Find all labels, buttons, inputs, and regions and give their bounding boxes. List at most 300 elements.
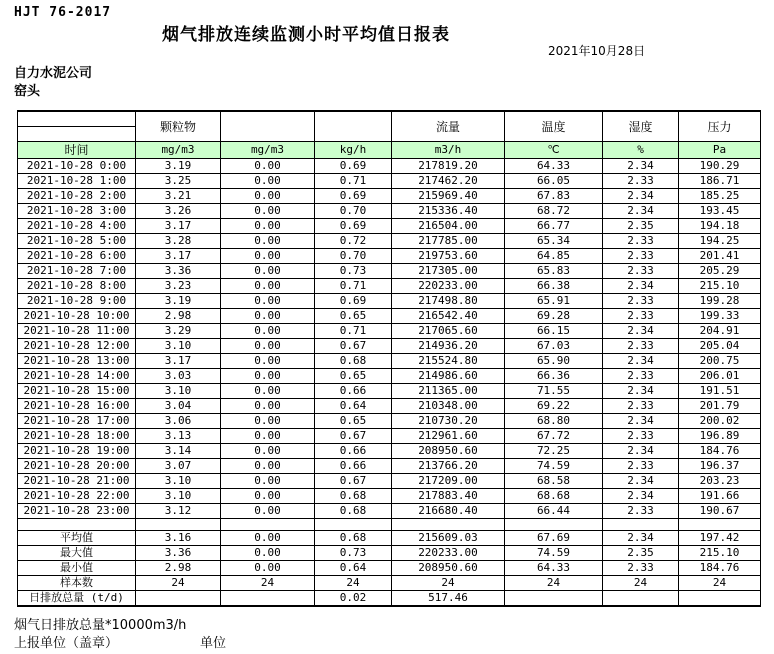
report-date: 2021年10月28日 bbox=[548, 44, 646, 58]
col-header-humidity: 湿度 bbox=[603, 111, 679, 142]
value-cell: 64.85 bbox=[505, 249, 603, 264]
unit-celsius: ℃ bbox=[505, 142, 603, 159]
value-cell: 0.00 bbox=[221, 339, 315, 354]
value-cell: 216542.40 bbox=[392, 309, 505, 324]
summary-body bbox=[18, 531, 761, 607]
value-cell: 0.00 bbox=[221, 444, 315, 459]
value-cell: 0.00 bbox=[221, 354, 315, 369]
value-cell: 3.04 bbox=[136, 399, 221, 414]
value-cell: 0.66 bbox=[315, 444, 392, 459]
time-cell: 2021-10-28 5:00 bbox=[18, 234, 136, 249]
value-cell: 2.34 bbox=[603, 489, 679, 504]
value-cell: 193.45 bbox=[679, 204, 761, 219]
value-cell: 0.66 bbox=[315, 459, 392, 474]
value-cell: 0.00 bbox=[221, 249, 315, 264]
value-cell: 3.10 bbox=[136, 384, 221, 399]
value-cell: 69.22 bbox=[505, 399, 603, 414]
spacer-cell bbox=[679, 519, 761, 531]
value-cell: 0.02 bbox=[315, 591, 392, 607]
spacer-cell bbox=[315, 519, 392, 531]
value-cell: 217305.00 bbox=[392, 264, 505, 279]
value-cell: 3.06 bbox=[136, 414, 221, 429]
summary-row bbox=[18, 531, 761, 546]
table-row bbox=[18, 264, 761, 279]
value-cell: 3.17 bbox=[136, 249, 221, 264]
value-cell: 199.28 bbox=[679, 294, 761, 309]
value-cell: 3.25 bbox=[136, 174, 221, 189]
value-cell: 0.67 bbox=[315, 339, 392, 354]
value-cell: 208950.60 bbox=[392, 561, 505, 576]
value-cell: 24 bbox=[221, 576, 315, 591]
units-row bbox=[18, 142, 761, 159]
value-cell: 68.80 bbox=[505, 414, 603, 429]
value-cell: 220233.00 bbox=[392, 279, 505, 294]
value-cell: 0.00 bbox=[221, 546, 315, 561]
value-cell: 194.18 bbox=[679, 219, 761, 234]
value-cell: 3.16 bbox=[136, 531, 221, 546]
col-header-blank-1 bbox=[221, 111, 315, 142]
value-cell: 0.68 bbox=[315, 489, 392, 504]
value-cell bbox=[679, 591, 761, 607]
value-cell: 64.33 bbox=[505, 561, 603, 576]
report-table bbox=[17, 110, 761, 607]
col-header-particulate: 颗粒物 bbox=[136, 111, 221, 142]
table-row bbox=[18, 444, 761, 459]
value-cell: 66.44 bbox=[505, 504, 603, 519]
value-cell: 194.25 bbox=[679, 234, 761, 249]
value-cell bbox=[505, 591, 603, 607]
col-header-blank-2 bbox=[315, 111, 392, 142]
value-cell: 214936.20 bbox=[392, 339, 505, 354]
table-row bbox=[18, 294, 761, 309]
value-cell: 2.33 bbox=[603, 264, 679, 279]
value-cell: 215969.40 bbox=[392, 189, 505, 204]
value-cell: 0.65 bbox=[315, 309, 392, 324]
value-cell: 67.83 bbox=[505, 189, 603, 204]
value-cell: 0.00 bbox=[221, 234, 315, 249]
spacer-cell bbox=[18, 519, 136, 531]
value-cell: 0.68 bbox=[315, 354, 392, 369]
value-cell: 517.46 bbox=[392, 591, 505, 607]
value-cell: 220233.00 bbox=[392, 546, 505, 561]
value-cell: 0.00 bbox=[221, 384, 315, 399]
value-cell: 186.71 bbox=[679, 174, 761, 189]
value-cell: 0.69 bbox=[315, 294, 392, 309]
value-cell: 215.10 bbox=[679, 279, 761, 294]
time-cell: 2021-10-28 19:00 bbox=[18, 444, 136, 459]
table-row bbox=[18, 489, 761, 504]
value-cell: 2.33 bbox=[603, 294, 679, 309]
value-cell: 0.69 bbox=[315, 189, 392, 204]
value-cell: 2.33 bbox=[603, 174, 679, 189]
value-cell: 208950.60 bbox=[392, 444, 505, 459]
value-cell: 3.17 bbox=[136, 219, 221, 234]
table-row bbox=[18, 399, 761, 414]
value-cell: 217785.00 bbox=[392, 234, 505, 249]
time-cell: 2021-10-28 7:00 bbox=[18, 264, 136, 279]
value-cell: 0.69 bbox=[315, 159, 392, 174]
time-cell: 2021-10-28 23:00 bbox=[18, 504, 136, 519]
unit-label: 单位 bbox=[200, 636, 227, 651]
value-cell: 200.75 bbox=[679, 354, 761, 369]
value-cell: 215524.80 bbox=[392, 354, 505, 369]
value-cell: 0.70 bbox=[315, 249, 392, 264]
value-cell: 0.00 bbox=[221, 159, 315, 174]
value-cell: 214986.60 bbox=[392, 369, 505, 384]
unit-m3-h: m3/h bbox=[392, 142, 505, 159]
time-cell: 2021-10-28 11:00 bbox=[18, 324, 136, 339]
table-row bbox=[18, 429, 761, 444]
value-cell: 0.73 bbox=[315, 264, 392, 279]
value-cell: 2.33 bbox=[603, 369, 679, 384]
value-cell: 67.03 bbox=[505, 339, 603, 354]
value-cell: 2.33 bbox=[603, 429, 679, 444]
value-cell: 0.00 bbox=[221, 174, 315, 189]
value-cell: 217209.00 bbox=[392, 474, 505, 489]
table-row bbox=[18, 474, 761, 489]
value-cell: 2.33 bbox=[603, 309, 679, 324]
flow-total-note: 烟气日排放总量*10000m3/h bbox=[14, 618, 187, 633]
value-cell: 216504.00 bbox=[392, 219, 505, 234]
spacer-row bbox=[18, 519, 761, 531]
value-cell: 3.21 bbox=[136, 189, 221, 204]
value-cell: 2.34 bbox=[603, 531, 679, 546]
value-cell: 72.25 bbox=[505, 444, 603, 459]
value-cell: 0.68 bbox=[315, 504, 392, 519]
time-cell: 2021-10-28 2:00 bbox=[18, 189, 136, 204]
value-cell: 24 bbox=[315, 576, 392, 591]
value-cell: 2.33 bbox=[603, 504, 679, 519]
table-row bbox=[18, 309, 761, 324]
value-cell: 3.36 bbox=[136, 546, 221, 561]
value-cell: 0.00 bbox=[221, 294, 315, 309]
value-cell: 0.00 bbox=[221, 219, 315, 234]
value-cell: 200.02 bbox=[679, 414, 761, 429]
value-cell: 191.66 bbox=[679, 489, 761, 504]
summary-label-cell: 最小值 bbox=[18, 561, 136, 576]
group-header-row bbox=[18, 111, 761, 127]
value-cell: 0.70 bbox=[315, 204, 392, 219]
value-cell: 0.00 bbox=[221, 504, 315, 519]
value-cell: 67.72 bbox=[505, 429, 603, 444]
col-header-flow: 流量 bbox=[392, 111, 505, 142]
station-name: 窑头 bbox=[14, 84, 41, 99]
time-cell: 2021-10-28 3:00 bbox=[18, 204, 136, 219]
value-cell: 3.13 bbox=[136, 429, 221, 444]
reporting-unit-label: 上报单位（盖章） bbox=[14, 636, 119, 651]
summary-label-cell: 最大值 bbox=[18, 546, 136, 561]
value-cell: 2.35 bbox=[603, 219, 679, 234]
value-cell: 24 bbox=[392, 576, 505, 591]
value-cell: 68.58 bbox=[505, 474, 603, 489]
value-cell: 0.00 bbox=[221, 414, 315, 429]
table-row bbox=[18, 249, 761, 264]
value-cell: 0.64 bbox=[315, 399, 392, 414]
value-cell: 210730.20 bbox=[392, 414, 505, 429]
table-row bbox=[18, 459, 761, 474]
value-cell: 2.34 bbox=[603, 279, 679, 294]
value-cell: 3.14 bbox=[136, 444, 221, 459]
value-cell: 3.28 bbox=[136, 234, 221, 249]
value-cell: 216680.40 bbox=[392, 504, 505, 519]
time-cell: 2021-10-28 6:00 bbox=[18, 249, 136, 264]
value-cell: 206.01 bbox=[679, 369, 761, 384]
value-cell: 0.00 bbox=[221, 459, 315, 474]
value-cell: 0.71 bbox=[315, 324, 392, 339]
table-row bbox=[18, 504, 761, 519]
value-cell: 0.00 bbox=[221, 474, 315, 489]
value-cell: 69.28 bbox=[505, 309, 603, 324]
time-cell: 2021-10-28 13:00 bbox=[18, 354, 136, 369]
value-cell: 3.36 bbox=[136, 264, 221, 279]
value-cell: 190.29 bbox=[679, 159, 761, 174]
value-cell: 66.15 bbox=[505, 324, 603, 339]
value-cell: 217883.40 bbox=[392, 489, 505, 504]
header-empty-bottom-cell bbox=[18, 127, 136, 142]
value-cell: 2.34 bbox=[603, 159, 679, 174]
value-cell: 24 bbox=[603, 576, 679, 591]
value-cell: 2.98 bbox=[136, 309, 221, 324]
summary-row bbox=[18, 546, 761, 561]
value-cell: 0.67 bbox=[315, 474, 392, 489]
value-cell: 0.00 bbox=[221, 399, 315, 414]
time-cell: 2021-10-28 18:00 bbox=[18, 429, 136, 444]
value-cell: 67.69 bbox=[505, 531, 603, 546]
value-cell: 205.29 bbox=[679, 264, 761, 279]
value-cell: 185.25 bbox=[679, 189, 761, 204]
value-cell: 215609.03 bbox=[392, 531, 505, 546]
time-cell: 2021-10-28 10:00 bbox=[18, 309, 136, 324]
value-cell bbox=[603, 591, 679, 607]
value-cell: 68.72 bbox=[505, 204, 603, 219]
value-cell: 0.00 bbox=[221, 324, 315, 339]
value-cell: 3.03 bbox=[136, 369, 221, 384]
value-cell: 3.07 bbox=[136, 459, 221, 474]
value-cell: 212961.60 bbox=[392, 429, 505, 444]
value-cell: 65.90 bbox=[505, 354, 603, 369]
value-cell: 0.00 bbox=[221, 204, 315, 219]
spacer-cell bbox=[221, 519, 315, 531]
table-row bbox=[18, 324, 761, 339]
value-cell: 24 bbox=[505, 576, 603, 591]
value-cell: 3.12 bbox=[136, 504, 221, 519]
value-cell: 3.23 bbox=[136, 279, 221, 294]
value-cell: 215336.40 bbox=[392, 204, 505, 219]
time-cell: 2021-10-28 4:00 bbox=[18, 219, 136, 234]
data-body bbox=[18, 159, 761, 519]
unit-percent: % bbox=[603, 142, 679, 159]
value-cell: 0.00 bbox=[221, 309, 315, 324]
value-cell bbox=[221, 591, 315, 607]
table-row bbox=[18, 234, 761, 249]
value-cell: 3.19 bbox=[136, 159, 221, 174]
header-empty-top-cell bbox=[18, 111, 136, 127]
value-cell: 217065.60 bbox=[392, 324, 505, 339]
value-cell: 190.67 bbox=[679, 504, 761, 519]
value-cell: 2.33 bbox=[603, 399, 679, 414]
value-cell: 24 bbox=[136, 576, 221, 591]
table-row bbox=[18, 204, 761, 219]
value-cell bbox=[136, 591, 221, 607]
value-cell: 2.34 bbox=[603, 324, 679, 339]
value-cell: 205.04 bbox=[679, 339, 761, 354]
summary-row bbox=[18, 561, 761, 576]
value-cell: 2.34 bbox=[603, 384, 679, 399]
value-cell: 184.76 bbox=[679, 444, 761, 459]
value-cell: 2.33 bbox=[603, 561, 679, 576]
value-cell: 196.37 bbox=[679, 459, 761, 474]
value-cell: 65.34 bbox=[505, 234, 603, 249]
value-cell: 0.68 bbox=[315, 531, 392, 546]
value-cell: 211365.00 bbox=[392, 384, 505, 399]
summary-row bbox=[18, 591, 761, 607]
table-row bbox=[18, 174, 761, 189]
time-cell: 2021-10-28 22:00 bbox=[18, 489, 136, 504]
value-cell: 0.00 bbox=[221, 489, 315, 504]
table-row bbox=[18, 219, 761, 234]
col-header-pressure: 压力 bbox=[679, 111, 761, 142]
value-cell: 2.34 bbox=[603, 189, 679, 204]
doc-code: HJT 76-2017 bbox=[14, 5, 112, 20]
value-cell: 0.73 bbox=[315, 546, 392, 561]
value-cell: 0.67 bbox=[315, 429, 392, 444]
value-cell: 0.00 bbox=[221, 264, 315, 279]
table-row bbox=[18, 279, 761, 294]
value-cell: 0.66 bbox=[315, 384, 392, 399]
time-cell: 2021-10-28 15:00 bbox=[18, 384, 136, 399]
table-row bbox=[18, 354, 761, 369]
time-cell: 2021-10-28 8:00 bbox=[18, 279, 136, 294]
value-cell: 2.34 bbox=[603, 474, 679, 489]
time-cell: 2021-10-28 20:00 bbox=[18, 459, 136, 474]
value-cell: 0.65 bbox=[315, 414, 392, 429]
time-cell: 2021-10-28 21:00 bbox=[18, 474, 136, 489]
value-cell: 0.00 bbox=[221, 531, 315, 546]
value-cell: 0.00 bbox=[221, 561, 315, 576]
value-cell: 217498.80 bbox=[392, 294, 505, 309]
value-cell: 2.34 bbox=[603, 414, 679, 429]
value-cell: 0.00 bbox=[221, 279, 315, 294]
spacer-cell bbox=[603, 519, 679, 531]
value-cell: 3.19 bbox=[136, 294, 221, 309]
time-cell: 2021-10-28 9:00 bbox=[18, 294, 136, 309]
page-title: 烟气排放连续监测小时平均值日报表 bbox=[162, 25, 450, 45]
summary-label-cell: 样本数 bbox=[18, 576, 136, 591]
value-cell: 217819.20 bbox=[392, 159, 505, 174]
col-header-temperature: 温度 bbox=[505, 111, 603, 142]
value-cell: 3.17 bbox=[136, 354, 221, 369]
table-row bbox=[18, 369, 761, 384]
value-cell: 0.71 bbox=[315, 174, 392, 189]
value-cell: 217462.20 bbox=[392, 174, 505, 189]
value-cell: 210348.00 bbox=[392, 399, 505, 414]
value-cell: 184.76 bbox=[679, 561, 761, 576]
value-cell: 2.34 bbox=[603, 354, 679, 369]
summary-row bbox=[18, 576, 761, 591]
value-cell: 196.89 bbox=[679, 429, 761, 444]
summary-label-cell: 平均值 bbox=[18, 531, 136, 546]
time-column-header: 时间 bbox=[18, 142, 136, 159]
value-cell: 2.34 bbox=[603, 444, 679, 459]
unit-kg-h: kg/h bbox=[315, 142, 392, 159]
table-row bbox=[18, 339, 761, 354]
value-cell: 204.91 bbox=[679, 324, 761, 339]
value-cell: 191.51 bbox=[679, 384, 761, 399]
value-cell: 213766.20 bbox=[392, 459, 505, 474]
time-cell: 2021-10-28 16:00 bbox=[18, 399, 136, 414]
spacer-cell bbox=[505, 519, 603, 531]
value-cell: 2.33 bbox=[603, 459, 679, 474]
value-cell: 0.00 bbox=[221, 369, 315, 384]
value-cell: 66.05 bbox=[505, 174, 603, 189]
summary-label-cell: 日排放总量 (t/d) bbox=[18, 591, 136, 607]
unit-pa: Pa bbox=[679, 142, 761, 159]
spacer-cell bbox=[136, 519, 221, 531]
unit-mg-m3-1: mg/m3 bbox=[136, 142, 221, 159]
value-cell: 3.10 bbox=[136, 489, 221, 504]
table-row bbox=[18, 159, 761, 174]
value-cell: 0.72 bbox=[315, 234, 392, 249]
value-cell: 3.29 bbox=[136, 324, 221, 339]
value-cell: 2.33 bbox=[603, 249, 679, 264]
value-cell: 2.34 bbox=[603, 204, 679, 219]
value-cell: 2.98 bbox=[136, 561, 221, 576]
time-cell: 2021-10-28 0:00 bbox=[18, 159, 136, 174]
value-cell: 65.83 bbox=[505, 264, 603, 279]
value-cell: 66.77 bbox=[505, 219, 603, 234]
spacer-body bbox=[18, 519, 761, 531]
value-cell: 2.33 bbox=[603, 234, 679, 249]
table-row bbox=[18, 384, 761, 399]
spacer-cell bbox=[392, 519, 505, 531]
value-cell: 199.33 bbox=[679, 309, 761, 324]
value-cell: 215.10 bbox=[679, 546, 761, 561]
value-cell: 3.10 bbox=[136, 474, 221, 489]
value-cell: 0.64 bbox=[315, 561, 392, 576]
value-cell: 0.00 bbox=[221, 189, 315, 204]
value-cell: 0.69 bbox=[315, 219, 392, 234]
value-cell: 64.33 bbox=[505, 159, 603, 174]
time-cell: 2021-10-28 1:00 bbox=[18, 174, 136, 189]
time-cell: 2021-10-28 14:00 bbox=[18, 369, 136, 384]
value-cell: 71.55 bbox=[505, 384, 603, 399]
value-cell: 0.65 bbox=[315, 369, 392, 384]
value-cell: 201.79 bbox=[679, 399, 761, 414]
value-cell: 3.26 bbox=[136, 204, 221, 219]
value-cell: 0.00 bbox=[221, 429, 315, 444]
value-cell: 66.38 bbox=[505, 279, 603, 294]
table-row bbox=[18, 414, 761, 429]
value-cell: 68.68 bbox=[505, 489, 603, 504]
unit-mg-m3-2: mg/m3 bbox=[221, 142, 315, 159]
value-cell: 66.36 bbox=[505, 369, 603, 384]
time-cell: 2021-10-28 17:00 bbox=[18, 414, 136, 429]
value-cell: 197.42 bbox=[679, 531, 761, 546]
table-row bbox=[18, 189, 761, 204]
value-cell: 201.41 bbox=[679, 249, 761, 264]
value-cell: 2.33 bbox=[603, 339, 679, 354]
value-cell: 203.23 bbox=[679, 474, 761, 489]
value-cell: 2.35 bbox=[603, 546, 679, 561]
value-cell: 65.91 bbox=[505, 294, 603, 309]
value-cell: 219753.60 bbox=[392, 249, 505, 264]
time-cell: 2021-10-28 12:00 bbox=[18, 339, 136, 354]
value-cell: 74.59 bbox=[505, 546, 603, 561]
value-cell: 3.10 bbox=[136, 339, 221, 354]
company-name: 自力水泥公司 bbox=[14, 66, 93, 81]
value-cell: 74.59 bbox=[505, 459, 603, 474]
value-cell: 0.71 bbox=[315, 279, 392, 294]
